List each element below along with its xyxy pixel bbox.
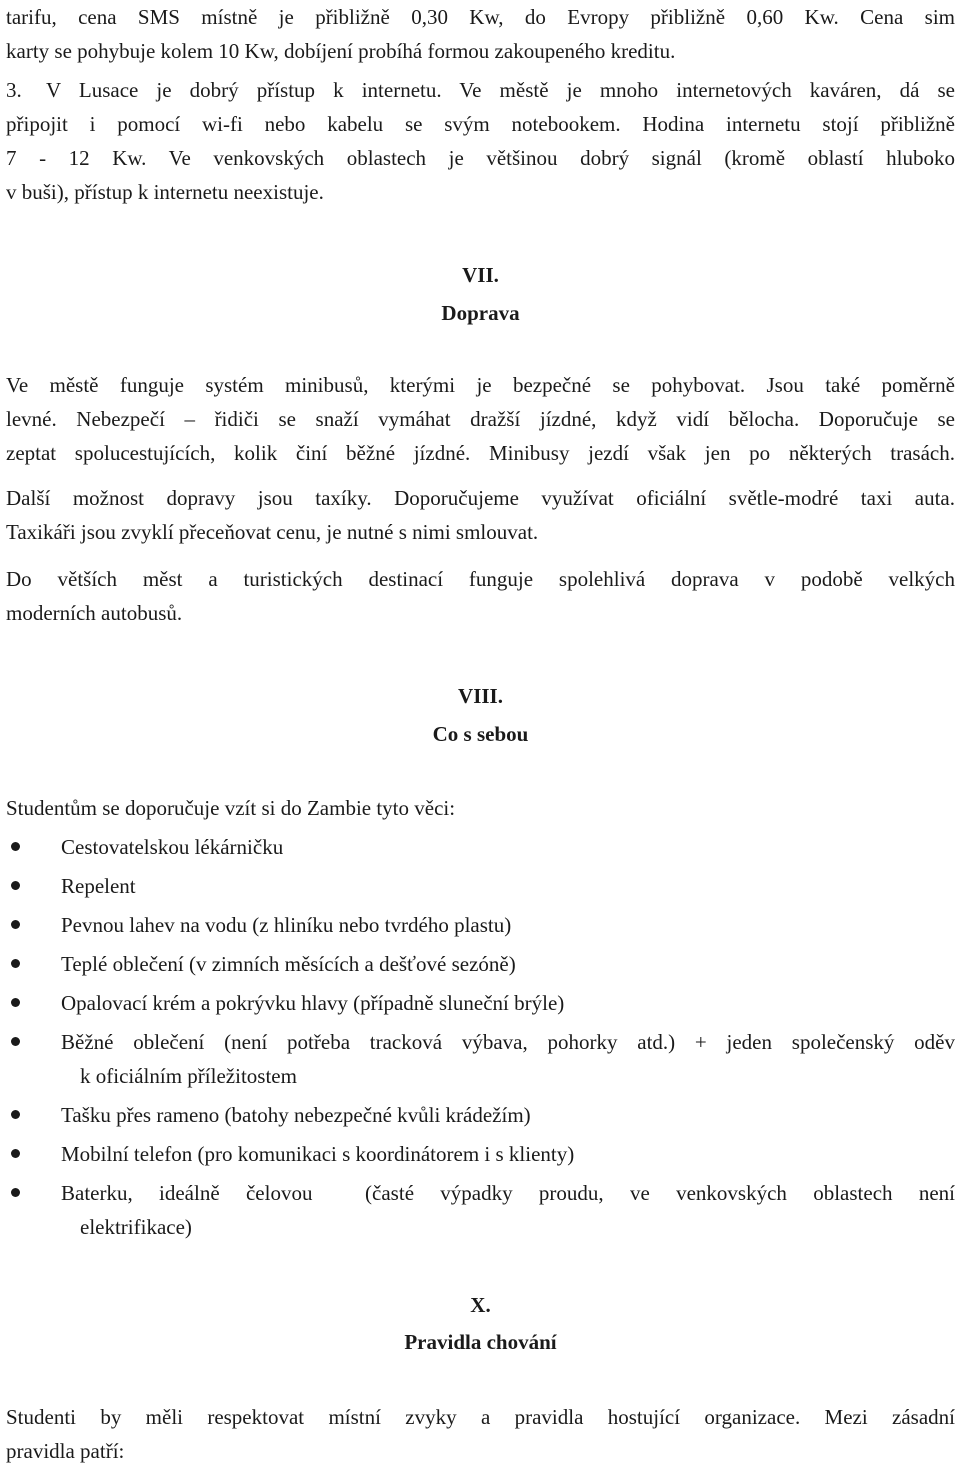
- s7-p1-line-1: Ve městě funguje systém minibusů, kterými je bezpečné se pohybovat. Jsou také poměrně: [6, 373, 955, 397]
- section-8-intro: Studentům se doporučuje vzít si do Zambie tyto věci:: [6, 796, 456, 820]
- item3-row1: [6, 73, 955, 107]
- section-7-paragraph-2: [6, 481, 955, 549]
- bullet-icon: [11, 1110, 20, 1119]
- s7-p2-line-1: Další možnost dopravy jsou taxíky. Doporučujeme využívat oficiální světle-modré taxi auta.: [6, 486, 955, 510]
- list-item-text: Mobilní telefon (pro komunikaci s koordinátorem i s klienty): [61, 1142, 575, 1166]
- bullet-icon: [11, 1188, 20, 1197]
- list-item: [6, 1098, 955, 1132]
- section-8-title: Co s sebou: [432, 722, 529, 746]
- list-item: [6, 947, 955, 981]
- item3-line-2: připojit i pomocí wi-fi nebo kabelu se svým notebookem. Hodina internetu stojí přibližně: [6, 112, 955, 136]
- item3-line-4: v buši), přístup k internetu neexistuje.: [6, 180, 324, 204]
- intro-paragraph: [6, 0, 955, 68]
- item3-number: 3.: [6, 78, 22, 102]
- list-item-text: Baterku, ideálně čelovou (časté výpadky proudu, ve venkovských oblastech není: [61, 1181, 955, 1205]
- s7-p1-line-2: levné. Nebezpečí – řidiči se snaží vymáhat dražší jízdné, když vidí bělocha. Doporučuje se: [6, 407, 955, 431]
- bullet-icon: [11, 1037, 20, 1046]
- list-item-text: Repelent: [61, 874, 136, 898]
- section-7-paragraph-3: [6, 562, 955, 630]
- bullet-icon: [11, 959, 20, 968]
- list-item: [6, 1137, 955, 1171]
- list-item: [6, 986, 955, 1020]
- section-7-number: VII.: [462, 263, 499, 287]
- s7-p1-line-3: zeptat spolucestujících, kolik činí běžné jízdné. Minibusy jezdí však jen po některých trasách.: [6, 441, 955, 465]
- item3-line-1: V Lusace je dobrý přístup k internetu. Ve městě je mnoho internetových kaváren, dá se: [46, 78, 955, 102]
- list-item-text: Opalovací krém a pokrývku hlavy (případně sluneční brýle): [61, 991, 565, 1015]
- intro-line-2: karty se pohybuje kolem 10 Kw, dobíjení probíhá formou zakoupeného kreditu.: [6, 39, 676, 63]
- list-item-text: Pevnou lahev na vodu (z hliníku nebo tvrdého plastu): [61, 913, 512, 937]
- section-8-number: VIII.: [458, 684, 503, 708]
- bullet-icon: [11, 920, 20, 929]
- section-7-title: Doprava: [441, 301, 520, 325]
- s7-p3-line-2: moderních autobusů.: [6, 601, 183, 625]
- section-10-number: X.: [470, 1293, 491, 1317]
- list-item-text-continued: k oficiálním příležitostem: [80, 1064, 297, 1088]
- packing-list: [6, 830, 955, 1249]
- list-item-text-continued: elektrifikace): [80, 1215, 192, 1239]
- list-item: [6, 1176, 955, 1244]
- s7-p2-line-2: Taxikáři jsou zvyklí přeceňovat cenu, je nutné s nimi smlouvat.: [6, 520, 539, 544]
- intro-line-1: tarifu, cena SMS místně je přibližně 0,30 Kw, do Evropy přibližně 0,60 Kw. Cena sim: [6, 5, 955, 29]
- section-10-title: Pravidla chování: [404, 1330, 557, 1354]
- list-item: [6, 1025, 955, 1093]
- list-item: [6, 908, 955, 942]
- list-item-text: Teplé oblečení (v zimních měsících a dešťové sezóně): [61, 952, 516, 976]
- list-item-text: Běžné oblečení (není potřeba tracková výbava, pohorky atd.) + jeden společenský oděv: [61, 1030, 955, 1054]
- list-item-text: Tašku přes rameno (batohy nebezpečné kvůli krádežím): [61, 1103, 531, 1127]
- bullet-icon: [11, 998, 20, 1007]
- s7-p3-line-1: Do větších měst a turistických destinací funguje spolehlivá doprava v podobě velkých: [6, 567, 955, 591]
- bullet-icon: [11, 1149, 20, 1158]
- s10-line-2: pravidla patří:: [6, 1439, 125, 1463]
- section-7-paragraph-1: [6, 368, 955, 470]
- list-item-text: Cestovatelskou lékárničku: [61, 835, 284, 859]
- list-item: [6, 869, 955, 903]
- bullet-icon: [11, 842, 20, 851]
- list-item: [6, 830, 955, 864]
- s10-line-1: Studenti by měli respektovat místní zvyky a pravidla hostující organizace. Mezi zásadní: [6, 1405, 955, 1429]
- list-item-3: [6, 73, 955, 209]
- section-10-paragraph: [6, 1400, 955, 1468]
- item3-line-3: 7 - 12 Kw. Ve venkovských oblastech je většinou dobrý signál (kromě oblastí hluboko: [6, 146, 955, 170]
- bullet-icon: [11, 881, 20, 890]
